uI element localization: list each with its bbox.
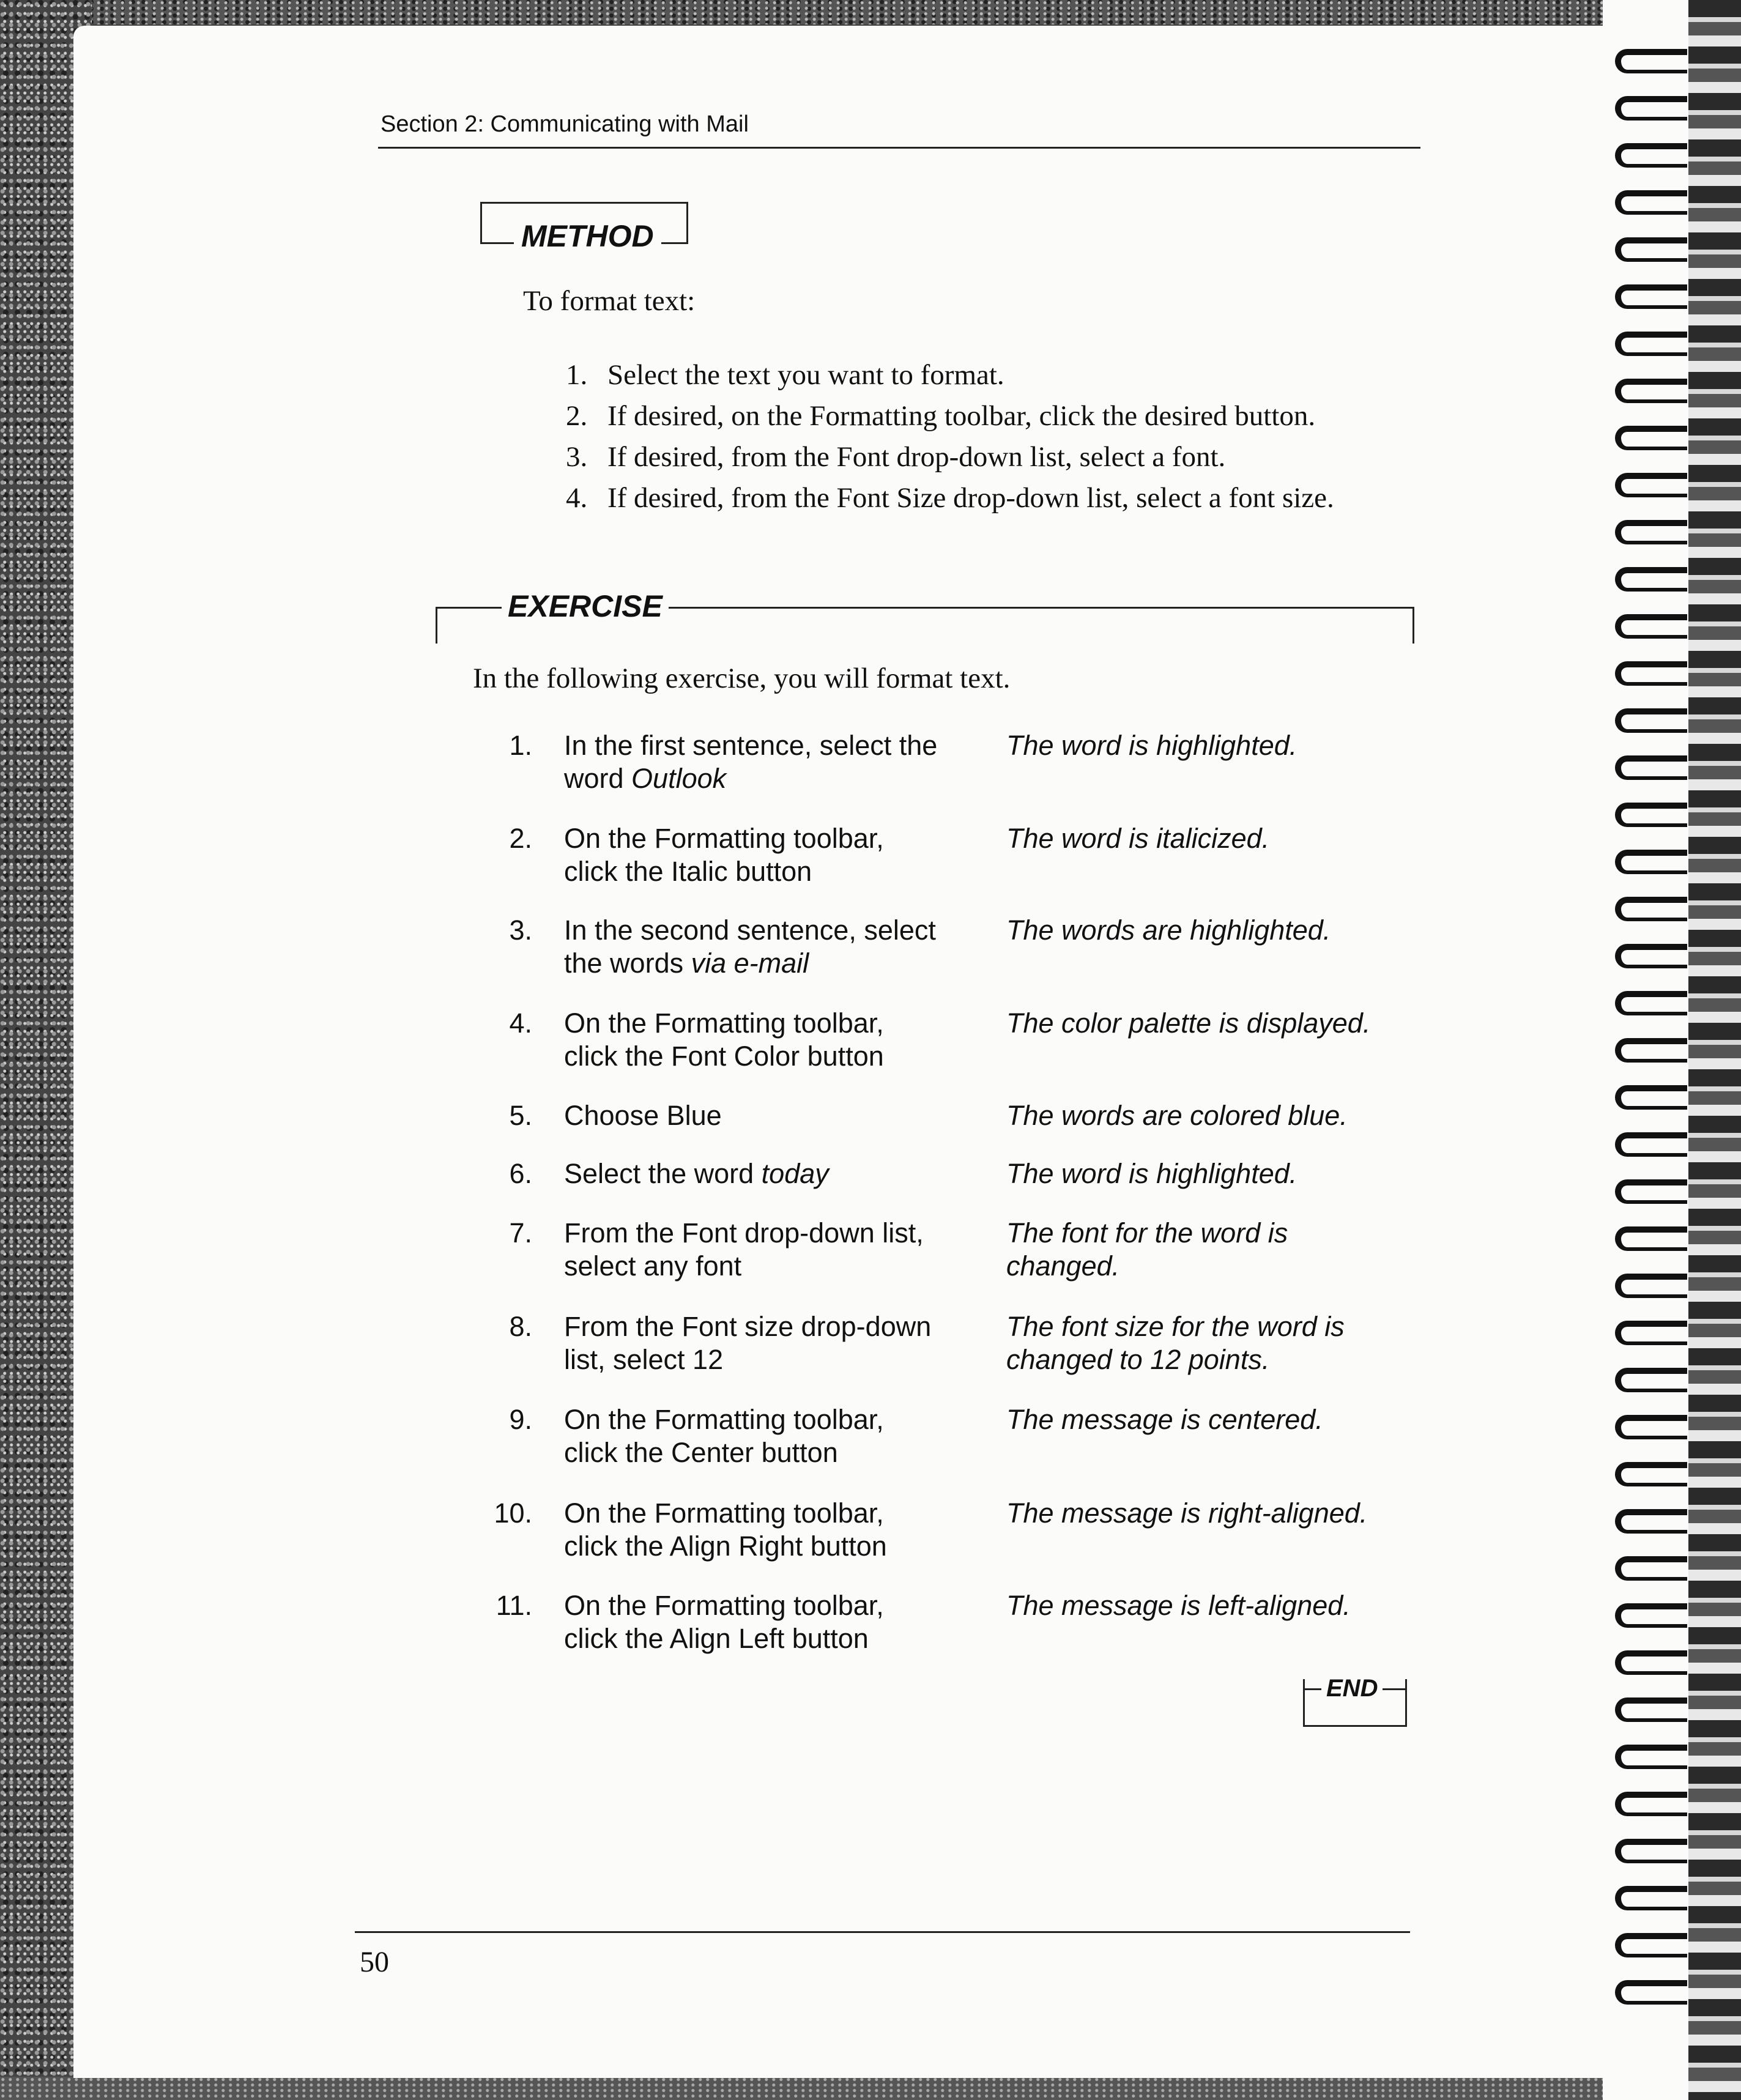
scan-edge-bottom [0, 2077, 1741, 2100]
method-intro: To format text: [523, 285, 696, 317]
spiral-coil [1615, 237, 1687, 262]
exercise-step-action: From the Font drop-down list, select any font [564, 1217, 924, 1282]
method-step-number: 4. [566, 482, 588, 514]
header-rule [378, 147, 1420, 149]
exercise-step-result: The word is italicized. [1006, 823, 1270, 854]
spiral-coil [1615, 897, 1687, 921]
exercise-step-result: The message is left-aligned. [1006, 1590, 1351, 1621]
exercise-step-number: 9. [509, 1404, 532, 1435]
exercise-step-result: The words are colored blue. [1006, 1100, 1348, 1131]
spiral-coil [1615, 473, 1687, 497]
method-step-text: If desired, from the Font Size drop-down list, select a font size. [607, 482, 1334, 514]
spiral-coil [1615, 850, 1687, 874]
spiral-coil [1615, 1839, 1687, 1863]
spiral-coil [1615, 755, 1687, 780]
spiral-coil [1615, 426, 1687, 450]
spiral-coil [1615, 1226, 1687, 1251]
exercise-step-action: On the Formatting toolbar, click the Align Right button [564, 1497, 887, 1562]
spiral-coil [1615, 1274, 1687, 1298]
spiral-coil [1615, 96, 1687, 121]
method-steps-list [566, 355, 1334, 519]
exercise-step [483, 1007, 1425, 1074]
exercise-step [483, 914, 1425, 981]
spiral-coil [1615, 661, 1687, 686]
method-step-number: 1. [566, 359, 588, 391]
exercise-step-number: 5. [509, 1100, 532, 1131]
exercise-step-number: 3. [509, 915, 532, 946]
spiral-coil [1615, 1132, 1687, 1157]
method-heading: METHOD [514, 215, 661, 257]
method-step-number: 3. [566, 441, 588, 473]
spiral-coil [1615, 1697, 1687, 1722]
spiral-coil [1615, 143, 1687, 168]
spiral-coil [1615, 614, 1687, 639]
exercise-step-action: On the Formatting toolbar, click the Align Left button [564, 1590, 884, 1654]
exercise-step-action: Select the word today [564, 1158, 829, 1189]
spiral-coil [1615, 1321, 1687, 1345]
exercise-step-result: The words are highlighted. [1006, 915, 1331, 946]
spiral-coil [1615, 379, 1687, 403]
exercise-step-number: 2. [509, 823, 532, 854]
exercise-step-result: The message is centered. [1006, 1404, 1323, 1435]
exercise-step [483, 1497, 1425, 1564]
spiral-coil [1615, 1792, 1687, 1816]
exercise-step-result: The font for the word is changed. [1006, 1217, 1288, 1282]
spiral-coil [1615, 1745, 1687, 1769]
exercise-step-action: From the Font size drop-down list, select 12 [564, 1311, 932, 1375]
spiral-coil [1615, 1415, 1687, 1439]
exercise-step-result: The word is highlighted. [1006, 1158, 1297, 1189]
spiral-coil [1615, 991, 1687, 1015]
exercise-step-number: 7. [509, 1217, 532, 1248]
spiral-coil [1615, 944, 1687, 968]
spiral-coil [1615, 520, 1687, 544]
exercise-step [483, 1589, 1425, 1657]
method-step [566, 478, 1334, 519]
method-step-text: If desired, from the Font drop-down list, select a font. [607, 441, 1226, 473]
exercise-step [483, 729, 1425, 796]
spiral-coil [1615, 1368, 1687, 1392]
exercise-step-result: The color palette is displayed. [1006, 1007, 1371, 1039]
exercise-step [483, 822, 1425, 889]
spiral-coil [1615, 708, 1687, 733]
spiral-coil [1615, 1603, 1687, 1628]
spiral-coil [1615, 49, 1687, 73]
exercise-step-action: On the Formatting toolbar, click the Italic button [564, 823, 884, 887]
exercise-step-number: 1. [509, 730, 532, 761]
end-marker: END [1321, 1674, 1383, 1703]
method-step-text: Select the text you want to format. [607, 359, 1004, 391]
exercise-step-action: On the Formatting toolbar, click the Center button [564, 1404, 884, 1468]
spiral-coil [1615, 332, 1687, 356]
spiral-coil [1615, 1462, 1687, 1486]
spiral-coil [1615, 284, 1687, 309]
method-step-number: 2. [566, 400, 588, 432]
exercise-step-action: In the first sentence, select the word Outlook [564, 730, 938, 794]
exercise-step [483, 1217, 1425, 1284]
exercise-step-action: In the second sentence, select the words via e-mail [564, 915, 936, 979]
exercise-step [483, 1310, 1425, 1378]
exercise-step-result: The word is highlighted. [1006, 730, 1297, 761]
running-head: Section 2: Communicating with Mail [380, 111, 749, 137]
spiral-coil [1615, 1886, 1687, 1910]
method-step [566, 437, 1334, 478]
spiral-coil [1615, 1556, 1687, 1581]
exercise-step [483, 1403, 1425, 1471]
spiral-coil [1615, 1933, 1687, 1957]
footer-rule [355, 1931, 1410, 1933]
spiral-coil [1615, 1509, 1687, 1534]
exercise-step [483, 1099, 1425, 1167]
exercise-step-number: 4. [509, 1007, 532, 1039]
exercise-step-result: The font size for the word is changed to 12 points. [1006, 1311, 1345, 1375]
exercise-step [483, 1157, 1425, 1225]
spiral-coil [1615, 567, 1687, 592]
spiral-binding [1615, 49, 1701, 2086]
spiral-coil [1615, 1179, 1687, 1204]
exercise-step-number: 10. [494, 1497, 532, 1529]
exercise-intro: In the following exercise, you will format text. [473, 662, 1011, 694]
spiral-coil [1615, 1038, 1687, 1063]
spiral-coil [1615, 803, 1687, 827]
exercise-step-number: 8. [509, 1311, 532, 1342]
exercise-heading: EXERCISE [502, 584, 669, 628]
exercise-step-number: 11. [496, 1590, 532, 1621]
spiral-coil [1615, 1980, 1687, 2005]
method-step [566, 355, 1334, 396]
exercise-step-result: The message is right-aligned. [1006, 1497, 1368, 1529]
exercise-step-action: Choose Blue [564, 1100, 722, 1131]
spiral-coil [1615, 190, 1687, 215]
method-step-text: If desired, on the Formatting toolbar, click the desired button. [607, 400, 1316, 432]
exercise-step-action: On the Formatting toolbar, click the Font Color button [564, 1007, 884, 1072]
page-number: 50 [360, 1946, 389, 1978]
scan-edge-top [0, 0, 1741, 24]
spiral-coil [1615, 1650, 1687, 1675]
exercise-step-number: 6. [509, 1158, 532, 1189]
spiral-coil [1615, 1085, 1687, 1110]
method-step [566, 396, 1334, 437]
